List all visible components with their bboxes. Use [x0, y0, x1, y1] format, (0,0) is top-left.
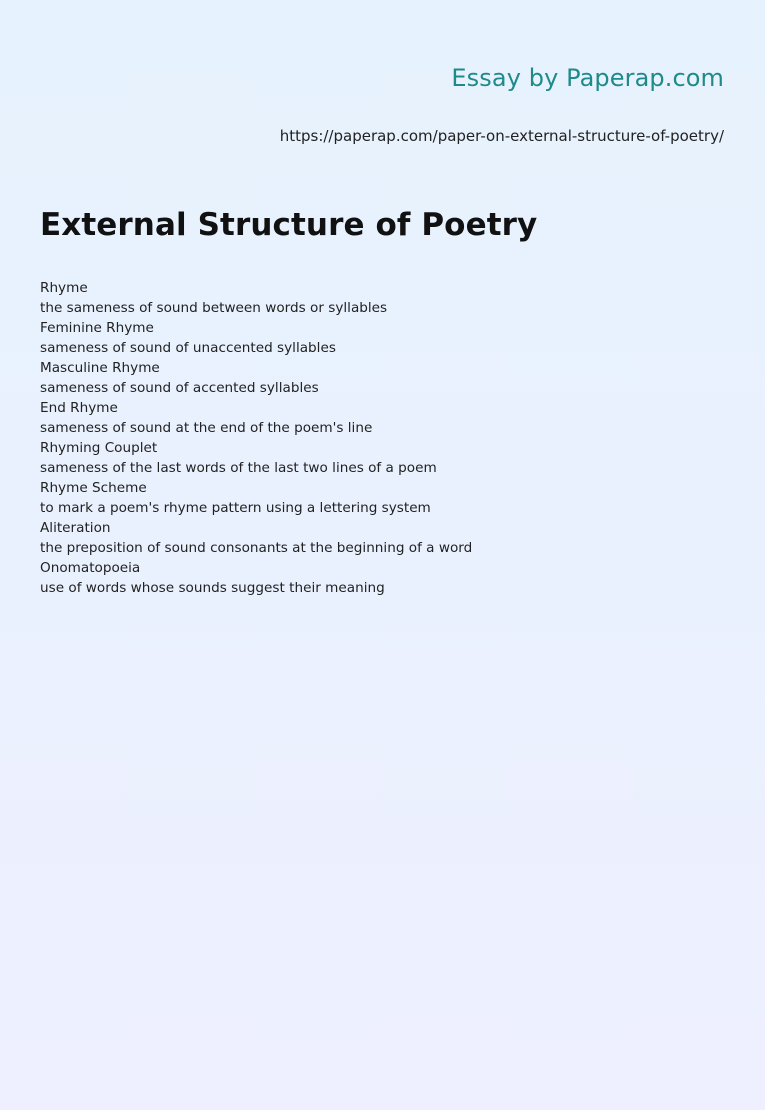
essay-content	[40, 278, 730, 598]
content-line: sameness of the last words of the last two lines of a poem	[40, 460, 437, 476]
content-line: to mark a poem's rhyme pattern using a lettering system	[40, 500, 431, 516]
content-line: Feminine Rhyme	[40, 320, 154, 336]
content-line: sameness of sound at the end of the poem's line	[40, 420, 373, 436]
content-line: use of words whose sounds suggest their meaning	[40, 580, 385, 596]
content-line: sameness of sound of accented syllables	[40, 380, 319, 396]
content-line: End Rhyme	[40, 400, 118, 416]
content-line: sameness of sound of unaccented syllables	[40, 340, 336, 356]
content-line: Rhyming Couplet	[40, 440, 158, 456]
page-title: External Structure of Poetry	[40, 207, 538, 243]
content-line: Onomatopoeia	[40, 560, 141, 576]
content-line: Masculine Rhyme	[40, 360, 160, 376]
brand-title: Essay by Paperap.com	[451, 64, 724, 92]
content-line: Rhyme	[40, 280, 88, 296]
content-line: the preposition of sound consonants at the beginning of a word	[40, 540, 473, 556]
content-line: Rhyme Scheme	[40, 480, 147, 496]
source-url: https://paperap.com/paper-on-external-structure-of-poetry/	[279, 127, 724, 145]
content-line: the sameness of sound between words or syllables	[40, 300, 388, 316]
content-line: Aliteration	[40, 520, 111, 536]
